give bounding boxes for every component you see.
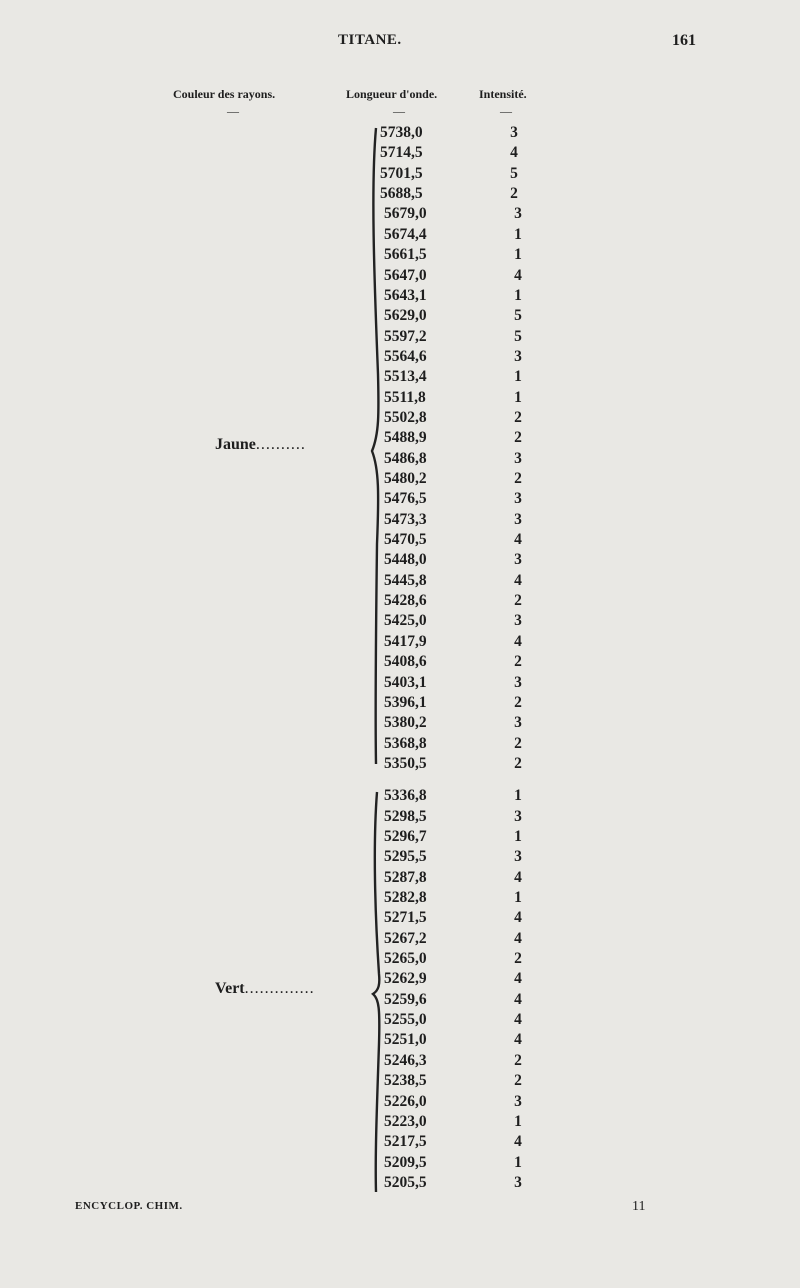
wavelength-cell: 5246,3 [384,1051,427,1069]
intensity-cell: 2 [514,734,522,752]
intensity-cell: 4 [514,1011,522,1029]
wavelength-cell: 5425,0 [384,612,427,630]
intensity-cell: 3 [514,449,522,467]
wavelength-cell: 5271,5 [384,909,427,927]
wavelength-cell: 5488,9 [384,429,427,447]
wavelength-cell: 5265,0 [384,950,427,967]
intensity-cell: 5 [514,327,522,345]
intensity-cell: 2 [514,470,522,487]
wavelength-cell: 5473,3 [384,510,427,528]
wavelength-cell: 5661,5 [384,246,427,264]
wavelength-cell: 5368,8 [384,734,427,752]
intensity-cell: 1 [514,286,522,304]
intensity-cell: 4 [514,868,522,886]
column-dash-intensity: — [500,104,512,118]
intensity-cell: 1 [514,889,522,906]
brace-jaune [372,128,378,764]
column-header-wavelength: Longueur d'onde. [346,87,438,101]
intensity-cell: 1 [514,246,522,264]
wavelength-cell: 5223,0 [384,1112,427,1130]
wavelength-cell: 5564,6 [384,347,427,365]
intensity-cell: 2 [514,653,522,671]
wavelength-cell: 5643,1 [384,286,427,304]
column-header-intensity: Intensité. [479,87,527,101]
group-label-vert [215,980,315,998]
intensity-cell: 4 [514,929,522,947]
intensity-cell: 4 [514,531,522,548]
intensity-cell: 1 [514,225,522,243]
wavelength-cell: 5350,5 [384,754,427,772]
intensity-cell: 2 [514,429,522,447]
intensity-cell: 4 [514,1031,522,1049]
wavelength-cell: 5205,5 [384,1173,427,1191]
footer-collection: ENCYCLOP. CHIM. [75,1200,183,1212]
wavelength-cell: 5480,2 [384,470,427,487]
intensity-cell: 2 [514,1051,522,1069]
intensity-cell: 1 [514,787,522,805]
brace-vert [373,792,379,1192]
intensity-cell: 3 [514,807,522,825]
intensity-cell: 3 [510,124,518,141]
intensity-cell: 1 [514,827,522,845]
wavelength-cell: 5502,8 [384,408,427,426]
intensity-cell: 3 [514,205,522,223]
intensity-cell: 3 [514,848,522,866]
wavelength-cell: 5217,5 [384,1133,427,1151]
intensity-cell: 2 [514,950,522,967]
intensity-cell: 3 [514,551,522,569]
wavelength-cell: 5282,8 [384,889,427,906]
wavelength-cell: 5674,4 [384,225,427,243]
intensity-cell: 2 [514,408,522,426]
wavelength-cell: 5287,8 [384,868,427,886]
wavelength-cell: 5629,0 [384,307,427,325]
wavelength-cell: 5408,6 [384,653,427,671]
intensity-cell: 3 [514,714,522,732]
wavelength-cell: 5296,7 [384,827,427,845]
footer-signature: 11 [632,1199,646,1214]
intensity-cell: 3 [514,490,522,508]
intensity-cell: 4 [514,571,522,589]
intensity-cell: 3 [514,510,522,528]
wavelength-cell: 5380,2 [384,714,427,732]
wavelength-cell: 5445,8 [384,571,427,589]
intensity-cell: 1 [514,1153,522,1171]
wavelength-cell: 5679,0 [384,205,427,223]
group-brace [366,124,386,1194]
wavelength-cell: 5403,1 [384,673,427,691]
wavelength-cell: 5396,1 [384,693,427,711]
wavelength-cell: 5336,8 [384,787,427,805]
intensity-cell: 4 [514,632,522,650]
page-header [0,30,800,54]
wavelength-cell: 5688,5 [380,185,423,203]
intensity-cell: 4 [514,266,522,284]
intensity-cell: 3 [514,347,522,365]
intensity-cell: 1 [514,388,522,406]
leader-dots: .......... [255,436,306,453]
wavelength-cell: 5428,6 [384,592,427,610]
wavelength-cell: 5238,5 [384,1072,427,1090]
leader-dots: .............. [244,980,315,997]
wavelength-cell: 5714,5 [380,144,423,162]
wavelength-cell: 5295,5 [384,848,427,866]
group-label-jaune [215,436,306,454]
wavelength-cell: 5701,5 [380,164,423,182]
intensity-cell: 2 [514,754,522,772]
wavelength-cell: 5486,8 [384,449,427,467]
wavelength-cell: 5267,2 [384,929,427,947]
intensity-cell: 3 [514,1092,522,1110]
column-header-color: Couleur des rayons. [173,87,276,101]
wavelength-cell: 5511,8 [384,388,426,406]
wavelength-cell: 5262,9 [384,970,427,988]
intensity-cell: 4 [510,144,518,162]
wavelength-cell: 5476,5 [384,490,427,508]
wavelength-cell: 5738,0 [380,124,423,141]
wavelength-cell: 5298,5 [384,807,427,825]
group-name: Vert [215,980,245,997]
wavelength-cell: 5209,5 [384,1153,427,1171]
intensity-cell: 2 [514,693,522,711]
wavelength-cell: 5647,0 [384,266,427,284]
intensity-cell: 5 [510,164,518,182]
wavelength-cell: 5259,6 [384,990,427,1008]
page-number: 161 [672,32,696,49]
column-dash-wavelength: — [393,104,405,118]
wavelength-cell: 5448,0 [384,551,427,569]
wavelength-cell: 5255,0 [384,1011,427,1029]
wavelength-cell: 5597,2 [384,327,427,345]
running-title: TITANE. [338,32,402,48]
intensity-cell: 2 [514,592,522,610]
wavelength-cell: 5226,0 [384,1092,427,1110]
intensity-cell: 5 [514,307,522,325]
wavelength-cell: 5417,9 [384,632,427,650]
wavelength-cell: 5513,4 [384,368,427,386]
intensity-cell: 1 [514,368,522,386]
intensity-cell: 2 [514,1072,522,1090]
wavelength-cell: 5251,0 [384,1031,427,1049]
wavelength-cell: 5470,5 [384,531,427,548]
intensity-cell: 1 [514,1112,522,1130]
intensity-cell: 3 [514,612,522,630]
intensity-cell: 4 [514,990,522,1008]
intensity-cell: 3 [514,1173,522,1191]
intensity-cell: 2 [510,185,518,203]
intensity-cell: 3 [514,673,522,691]
intensity-cell: 4 [514,1133,522,1151]
group-name: Jaune [215,436,256,453]
intensity-cell: 4 [514,970,522,988]
column-dash-color: — [227,104,239,118]
intensity-cell: 4 [514,909,522,927]
